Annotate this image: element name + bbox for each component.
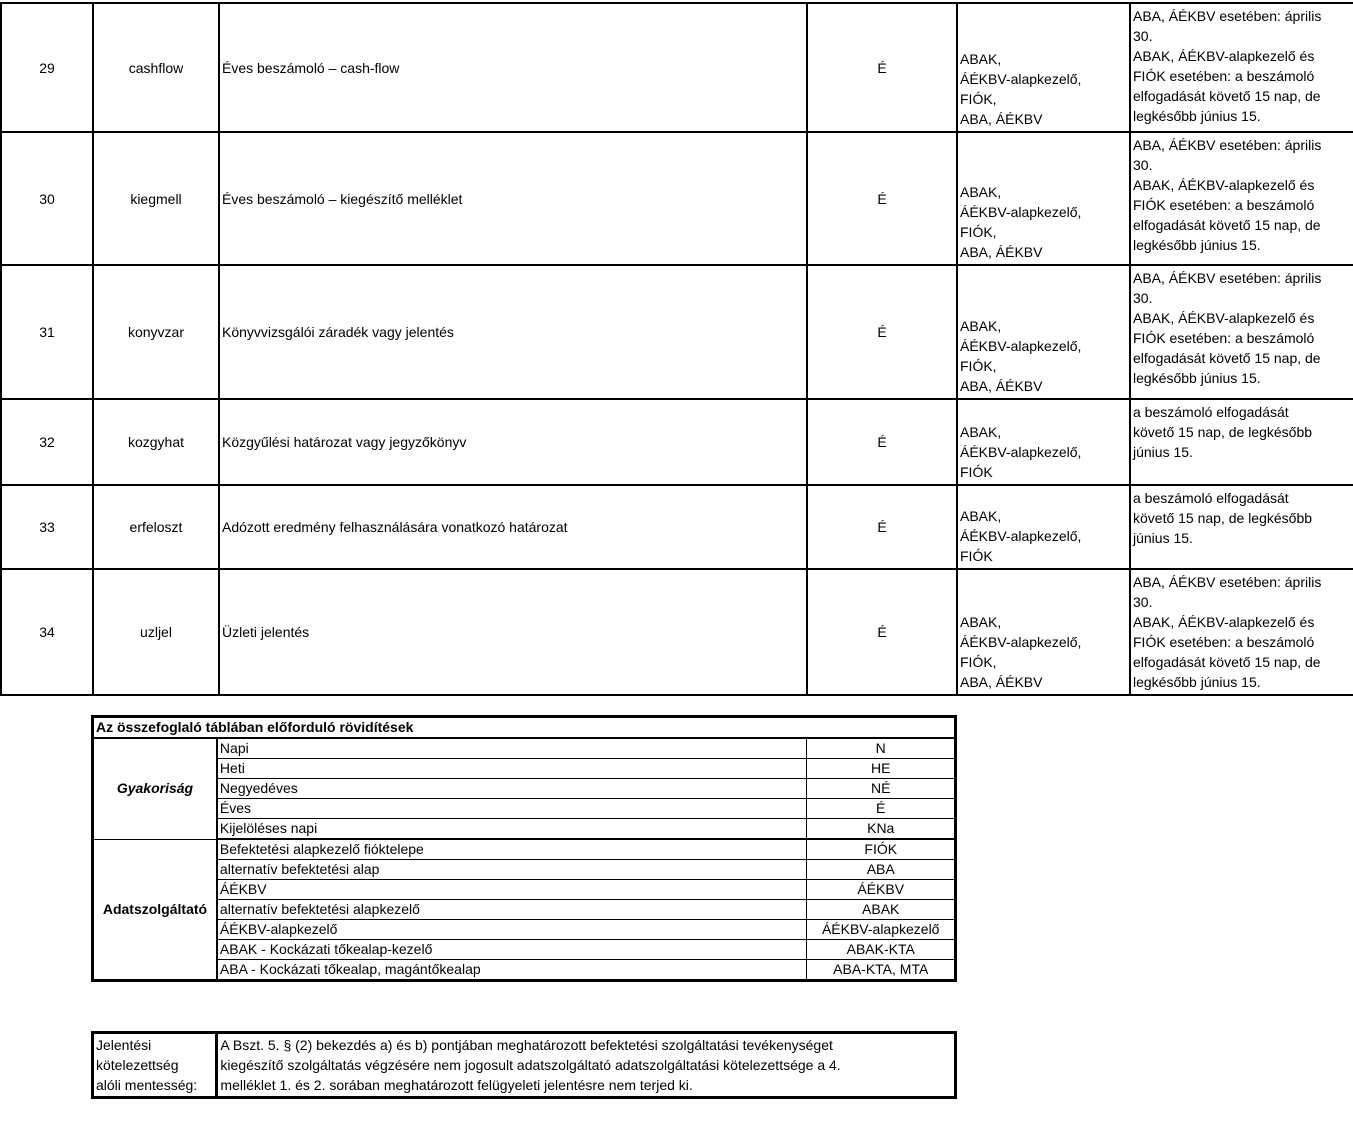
- row-description: Éves beszámoló – cash-flow: [219, 3, 807, 132]
- row-frequency: É: [807, 399, 957, 485]
- abbreviation-row: [93, 960, 956, 981]
- provider-line: FIÓK,: [960, 358, 997, 374]
- abbreviation-code: NÉ: [807, 779, 956, 799]
- abbreviation-code: ABAK: [807, 900, 956, 920]
- deadline-line: június 15.: [1133, 444, 1193, 460]
- deadline-line: ABA, ÁÉKBV esetében: április: [1133, 574, 1322, 590]
- abbreviation-row: [93, 779, 956, 799]
- provider-line: ABAK,: [960, 318, 1002, 334]
- deadline-line: elfogadását követő 15 nap, de: [1133, 350, 1321, 366]
- abbreviation-term: Heti: [217, 759, 807, 779]
- provider-line: ABA, ÁÉKBV: [960, 674, 1043, 690]
- abbreviation-term: Éves: [217, 799, 807, 819]
- deadline-line: a beszámoló elfogadását: [1133, 404, 1289, 420]
- provider-line: ABA, ÁÉKBV: [960, 244, 1043, 260]
- abbreviation-code: FIÓK: [807, 839, 956, 860]
- table-row: [1, 485, 1353, 569]
- deadline-line: elfogadását követő 15 nap, de: [1133, 654, 1321, 670]
- abbreviation-term: Negyedéves: [217, 779, 807, 799]
- row-number: 32: [1, 399, 93, 485]
- abbreviation-code: ABA: [807, 860, 956, 880]
- abbreviation-code: HE: [807, 759, 956, 779]
- row-description: Éves beszámoló – kiegészítő melléklet: [219, 132, 807, 265]
- table-row: [1, 132, 1353, 265]
- report-table: [0, 2, 1353, 696]
- abbreviation-row: [93, 880, 956, 900]
- exemption-box: [91, 1031, 957, 1099]
- row-providers: [957, 485, 1130, 569]
- deadline-line: ABAK, ÁÉKBV-alapkezelő és: [1133, 310, 1315, 326]
- deadline-line: ABAK, ÁÉKBV-alapkezelő és: [1133, 48, 1315, 64]
- row-providers: [957, 399, 1130, 485]
- abbreviation-group-label: Gyakoriság: [93, 738, 217, 839]
- provider-line: ABA, ÁÉKBV: [960, 378, 1043, 394]
- row-code: cashflow: [93, 3, 219, 132]
- exemption-text: [217, 1033, 956, 1098]
- table-row: [1, 265, 1353, 399]
- deadline-line: FIÓK esetében: a beszámoló: [1133, 68, 1315, 84]
- deadline-line: ABA, ÁÉKBV esetében: április: [1133, 137, 1322, 153]
- exemption-label: [93, 1033, 217, 1098]
- deadline-line: követő 15 nap, de legkésőbb: [1133, 510, 1313, 526]
- provider-line: ÁÉKBV-alapkezelő,: [960, 71, 1082, 87]
- deadline-line: legkésőbb június 15.: [1133, 108, 1261, 124]
- row-frequency: É: [807, 485, 957, 569]
- abbreviation-term: Kijelöléses napi: [217, 819, 807, 840]
- abbreviation-group-label: Adatszolgáltató: [93, 839, 217, 981]
- provider-line: ABAK,: [960, 51, 1002, 67]
- table-row: [1, 399, 1353, 485]
- abbreviation-term: ÁÉKBV-alapkezelő: [217, 920, 807, 940]
- abbreviation-code: ABA-KTA, MTA: [807, 960, 956, 981]
- exemption-label-line: alóli mentesség:: [96, 1077, 198, 1093]
- abbreviation-code: ÁÉKBV: [807, 880, 956, 900]
- abbreviation-row: [93, 759, 956, 779]
- abbreviation-code: É: [807, 799, 956, 819]
- row-providers: [957, 569, 1130, 695]
- abbreviation-row: [93, 940, 956, 960]
- abbreviation-term: alternatív befektetési alapkezelő: [217, 900, 807, 920]
- provider-line: ABAK,: [960, 424, 1002, 440]
- row-description: Könyvvizsgálói záradék vagy jelentés: [219, 265, 807, 399]
- row-number: 31: [1, 265, 93, 399]
- deadline-line: legkésőbb június 15.: [1133, 237, 1261, 253]
- abbreviation-term: ÁÉKBV: [217, 880, 807, 900]
- abbreviation-term: ABA - Kockázati tőkealap, magántőkealap: [217, 960, 807, 981]
- provider-line: FIÓK,: [960, 654, 997, 670]
- deadline-line: ABA, ÁÉKBV esetében: április: [1133, 8, 1322, 24]
- row-number: 29: [1, 3, 93, 132]
- row-deadline: [1130, 399, 1353, 485]
- row-providers: [957, 132, 1130, 265]
- abbreviation-code: KNa: [807, 819, 956, 840]
- deadline-line: követő 15 nap, de legkésőbb: [1133, 424, 1313, 440]
- deadline-line: ABAK, ÁÉKBV-alapkezelő és: [1133, 177, 1315, 193]
- deadline-line: legkésőbb június 15.: [1133, 674, 1261, 690]
- abbreviation-code: N: [807, 738, 956, 759]
- row-code: konyvzar: [93, 265, 219, 399]
- row-code: uzljel: [93, 569, 219, 695]
- exemption-label-line: kötelezettség: [96, 1057, 179, 1073]
- deadline-line: 30.: [1133, 290, 1153, 306]
- provider-line: FIÓK,: [960, 224, 997, 240]
- abbreviations-table: [91, 715, 957, 982]
- provider-line: ABAK,: [960, 614, 1002, 630]
- row-code: erfeloszt: [93, 485, 219, 569]
- row-deadline: [1130, 569, 1353, 695]
- row-deadline: [1130, 265, 1353, 399]
- abbreviation-term: ABAK - Kockázati tőkealap-kezelő: [217, 940, 807, 960]
- provider-line: ÁÉKBV-alapkezelő,: [960, 444, 1082, 460]
- row-description: Közgyűlési határozat vagy jegyzőkönyv: [219, 399, 807, 485]
- row-description: Adózott eredmény felhasználására vonatkozó határozat: [219, 485, 807, 569]
- exemption-text-line: melléklet 1. és 2. sorában meghatározott felügyeleti jelentésre nem terjed ki.: [220, 1077, 693, 1093]
- abbreviation-row: [93, 738, 956, 759]
- row-providers: [957, 265, 1130, 399]
- row-number: 30: [1, 132, 93, 265]
- abbreviation-row: [93, 920, 956, 940]
- deadline-line: FIÓK esetében: a beszámoló: [1133, 330, 1315, 346]
- row-frequency: É: [807, 265, 957, 399]
- deadline-line: ABAK, ÁÉKBV-alapkezelő és: [1133, 614, 1315, 630]
- row-frequency: É: [807, 3, 957, 132]
- deadline-line: június 15.: [1133, 530, 1193, 546]
- provider-line: ÁÉKBV-alapkezelő,: [960, 528, 1082, 544]
- provider-line: ABAK,: [960, 184, 1002, 200]
- abbreviation-row: [93, 860, 956, 880]
- exemption-text-line: kiegészítő szolgáltatás végzésére nem jogosult adatszolgáltató adatszolgáltatási kötelezettsége a 4.: [220, 1057, 841, 1073]
- abbreviation-term: Napi: [217, 738, 807, 759]
- exemption-text-line: A Bszt. 5. § (2) bekezdés a) és b) pontjában meghatározott befektetési szolgáltatási tevékenységet: [220, 1037, 833, 1053]
- provider-line: FIÓK: [960, 464, 993, 480]
- row-frequency: É: [807, 132, 957, 265]
- provider-line: FIÓK: [960, 548, 993, 564]
- deadline-line: 30.: [1133, 157, 1153, 173]
- deadline-line: ABA, ÁÉKBV esetében: április: [1133, 270, 1322, 286]
- provider-line: ÁÉKBV-alapkezelő,: [960, 338, 1082, 354]
- abbreviation-term: alternatív befektetési alap: [217, 860, 807, 880]
- row-deadline: [1130, 132, 1353, 265]
- deadline-line: FIÓK esetében: a beszámoló: [1133, 634, 1315, 650]
- deadline-line: elfogadását követő 15 nap, de: [1133, 217, 1321, 233]
- deadline-line: elfogadását követő 15 nap, de: [1133, 88, 1321, 104]
- table-row: [1, 3, 1353, 132]
- abbreviations-title: Az összefoglaló táblában előforduló rövidítések: [93, 717, 956, 739]
- provider-line: ABAK,: [960, 508, 1002, 524]
- row-code: kiegmell: [93, 132, 219, 265]
- deadline-line: legkésőbb június 15.: [1133, 370, 1261, 386]
- deadline-line: FIÓK esetében: a beszámoló: [1133, 197, 1315, 213]
- abbreviation-code: ABAK-KTA: [807, 940, 956, 960]
- abbreviation-row: [93, 839, 956, 860]
- provider-line: ABA, ÁÉKBV: [960, 111, 1043, 127]
- row-deadline: [1130, 3, 1353, 132]
- abbreviation-row: [93, 900, 956, 920]
- provider-line: ÁÉKBV-alapkezelő,: [960, 634, 1082, 650]
- abbreviation-row: [93, 819, 956, 840]
- exemption-label-line: Jelentési: [96, 1037, 152, 1053]
- row-code: kozgyhat: [93, 399, 219, 485]
- abbreviation-term: Befektetési alapkezelő fióktelepe: [217, 839, 807, 860]
- row-deadline: [1130, 485, 1353, 569]
- row-number: 33: [1, 485, 93, 569]
- abbreviation-code: ÁÉKBV-alapkezelő: [807, 920, 956, 940]
- provider-line: FIÓK,: [960, 91, 997, 107]
- deadline-line: 30.: [1133, 28, 1153, 44]
- table-row: [1, 569, 1353, 695]
- row-frequency: É: [807, 569, 957, 695]
- row-providers: [957, 3, 1130, 132]
- row-number: 34: [1, 569, 93, 695]
- deadline-line: 30.: [1133, 594, 1153, 610]
- provider-line: ÁÉKBV-alapkezelő,: [960, 204, 1082, 220]
- abbreviation-row: [93, 799, 956, 819]
- row-description: Üzleti jelentés: [219, 569, 807, 695]
- deadline-line: a beszámoló elfogadását: [1133, 490, 1289, 506]
